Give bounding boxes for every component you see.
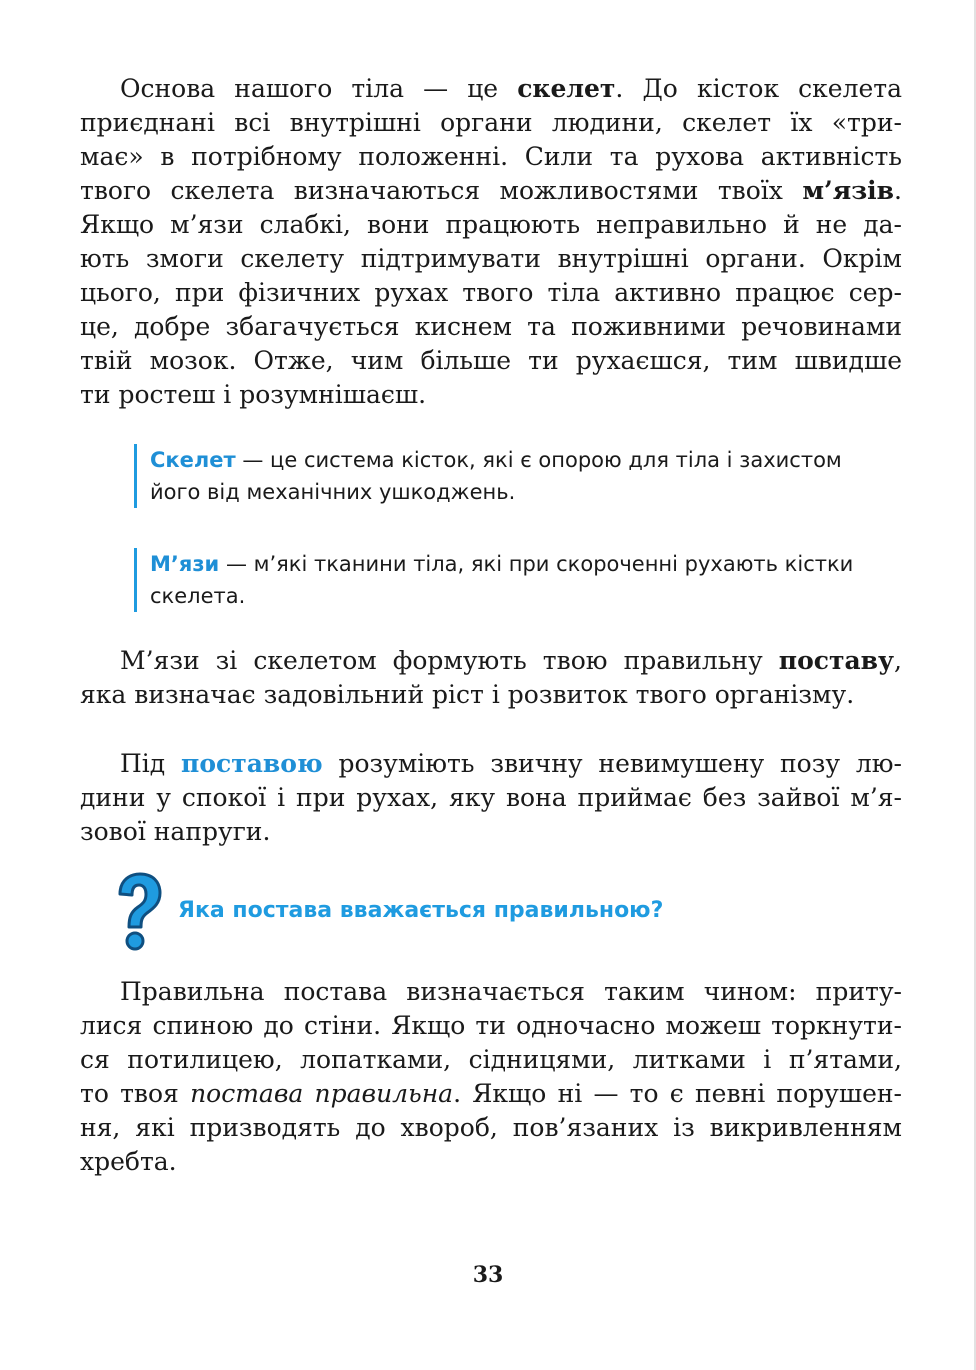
bold-term-posture: поставу	[778, 646, 895, 675]
text-line: твій мозок. Отже, чим більше ти рухаєшся, тим швидше	[80, 346, 902, 375]
question-mark-icon	[112, 872, 164, 952]
text-line: ня, які призводять до хвороб, пов’язаних із викривленням	[80, 1113, 902, 1142]
paragraph-skeleton-intro	[80, 72, 902, 412]
text-line: яка визначає задовільний ріст і розвиток твого організму.	[80, 680, 855, 709]
text-line: Якщо м’язи слабкі, вони працюють неправильно й не да-	[80, 210, 902, 239]
definition-line: скелета.	[150, 584, 246, 608]
definition-skeleton	[134, 444, 910, 508]
text-line: лися спиною до стіни. Якщо ти одночасно можеш торкнути-	[80, 1011, 902, 1040]
text-line: зової напруги.	[80, 817, 271, 846]
definition-term: Скелет	[150, 448, 236, 472]
paragraph-correct-posture	[80, 975, 902, 1179]
text-line: цього, при фізичних рухах твого тіла активно працює сер-	[80, 278, 902, 307]
text-line: ся потилицею, лопатками, сідницями, литками і п’ятами,	[80, 1045, 902, 1074]
text-line: дини у спокої і при рухах, яку вона приймає без зайвої м’я-	[80, 783, 902, 812]
definition-line: його від механічних ушкоджень.	[150, 480, 516, 504]
question-heading: Яка постава вважається правильною?	[178, 898, 664, 923]
text-line: ють змоги скелету підтримувати внутрішні органи. Окрім	[80, 244, 902, 273]
highlighted-term-posture: поставою	[181, 749, 323, 778]
text-line: хребта.	[80, 1147, 177, 1176]
text-line: Під поставою розуміють звичну невимушену позу лю-	[120, 749, 903, 778]
definition-line: Скелет — це система кісток, які є опорою для тіла і захистом	[150, 448, 842, 472]
text-line: Правильна постава визначається таким чином: приту-	[120, 977, 902, 1006]
definition-muscles	[134, 548, 910, 612]
paragraph-posture-definition	[80, 747, 902, 849]
text-line: має» в потрібному положенні. Сили та рухова активність	[80, 142, 902, 171]
italic-phrase: постава правильна	[190, 1079, 454, 1108]
text-line: М’язи зі скелетом формують твою правильну поставу,	[120, 646, 902, 675]
text-line: ти ростеш і розумнішаєш.	[80, 380, 427, 409]
paragraph-posture	[80, 644, 902, 712]
bold-term-muscles: м’язів	[802, 176, 895, 205]
text-line: твого скелета визначаються можливостями твоїх м’язів.	[80, 176, 902, 205]
definition-term: М’язи	[150, 552, 220, 576]
bold-term-skeleton: скелет	[517, 74, 616, 103]
page-number: 33	[472, 1262, 504, 1288]
text-line: то твоя постава правильна. Якщо ні — то є певні порушен-	[80, 1079, 902, 1108]
text-line: приєднані всі внутрішні органи людини, скелет їх «три-	[80, 108, 902, 137]
text-line: це, добре збагачується киснем та поживними речовинами	[80, 312, 902, 341]
definition-line: М’язи — м’які тканини тіла, які при скороченні рухають кістки	[150, 552, 854, 576]
text-line: Основа нашого тіла — це скелет. До кісток скелета	[120, 74, 903, 103]
